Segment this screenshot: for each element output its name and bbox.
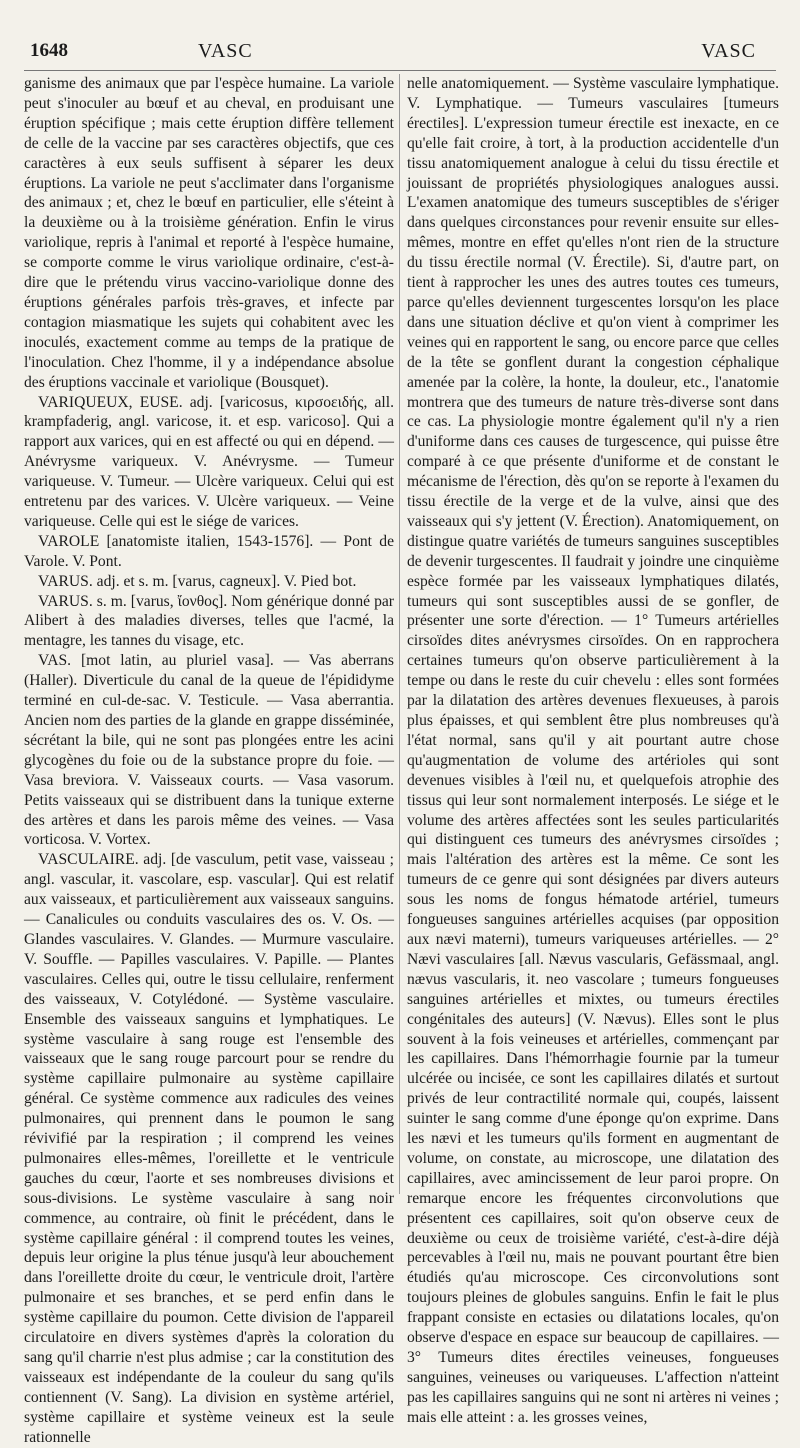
right-running-head: VASC [701,40,756,62]
right-column [407,74,779,1426]
entry-varus-adj: VARUS. adj. et s. m. [varus, cagneux]. V. Pied bot. [38,572,357,590]
entry-varus-sm: VARUS. s. m. [varus, ἴονθος]. Nom générique donné par Alibert à des maladies diverses, telles que l'acmé, la mentagre, les tannes du visage, etc. [24,592,394,650]
column-divider [399,74,400,1194]
paragraph: nelle anatomiquement. — Système vasculaire lymphatique. V. Lymphatique. — Tumeurs vasculaires [tumeurs érectiles]. L'expression tumeur érectile est inexacte, en ce qu'elle fait croire, à tort, à la production accidentelle d'un tissu anatomiquement analogue à celui du tissu érectile et jouissant de propriétés physiologiques analogues aussi. L'examen anatomique des tumeurs susceptibles de s'ériger dans quelques circonstances pour revenir ensuite sur elles-mêmes, montre en effet qu'elles n'ont rien de la structure du tissu érectile normal (V. Érectile). Si, d'autre part, on tient à rapprocher les unes des autres toutes ces tumeurs, parce qu'elles deviennent turgescentes lorsqu'on les place dans une situation déclive et qu'on vient à comprimer les veines qui en rapportent le sang, ou encore parce que celles de la tête se gonflent durant la congestion céphalique amenée par la colère, la honte, la douleur, etc., l'anatomie montrera que des tumeurs de nature très-diverse sont dans ce cas. La physiologie montre également qu'il n'y a rien d'uniforme dans ces causes de turgescence, qui puisse être comparé à ce que présente d'uniforme et de constant le mécanisme de l'érection, dès qu'on se reporte à l'examen du tissu érectile de la verge et de la vulve, ainsi que des vaisseaux qui s'y jettent (V. Érection). Anatomiquement, on distingue quatre variétés de tumeurs sanguines susceptibles de devenir turgescentes. Il faudrait y joindre une cinquième espèce formée par les vaisseaux lymphatiques dilatés, tumeurs qui sont susceptibles aussi de se gonfler, de présenter une sorte d'érection. — 1° Tumeurs artérielles cirsoïdes dites anévrysmes cirsoïdes. On en rapprochera certaines tumeurs qu'on observe particulièrement à la tempe ou dans le reste du cuir chevelu : elles sont formées par la dilatation des artères devenues flexueuses, à parois plus épaisses, et qui semblent être plus nombreuses qu'à l'état normal, sans qu'il y ait pourtant autre chose qu'augmentation de volume des artérioles qui sont devenues visibles à l'œil nu, et quelquefois atrophie des tissus qui leur sont normalement interposés. Le siége et le volume des artères affectées sont les seules particularités qui distinguent ces tumeurs des anévrysmes cirsoïdes ; mais l'altération des artères est la même. Ce sont les tumeurs de ce genre qui sont désignées par divers auteurs sous les noms de fongus hématode artériel, tumeurs fongueuses sanguines artérielles acquises (par opposition aux nævi materni), tumeurs variqueuses artérielles. — 2° Nævi vasculaires [all. Nævus vascularis, Gefässmaal, angl. nævus vascularis, it. neo vascolare ; tumeurs fongueuses sanguines artérielles et mixtes, ou tumeurs érectiles congénitales des auteurs] (V. Nævus). Elles sont le plus souvent à la fois veineuses et artérielles, commençant par les capillaires. Dans l'hémorrhagie fournie par la tumeur ulcérée ou incisée, ce sont les capillaires dilatés et surtout privés de leur contractilité normale qui, coupés, laissent suinter le sang comme d'une éponge qu'on exprime. Dans les nævi et les tumeurs qu'ils forment en augmentant de volume, on constate, au microscope, une dilatation des capillaires, avec amincissement de leur paroi propre. On remarque encore les fréquentes circonvolutions que présentent ces capillaires, soit qu'on observe ceux de deuxième ou ceux de troisième variété, c'est-à-dire déjà percevables à l'œil nu, mais ne pouvant pourtant être bien étudiés qu'au microscope. Ces circonvolutions sont toujours pleines de globules sanguins. Enfin le fait le plus frappant consiste en ectasies ou dilatations locales, qu'on observe d'espace en espace sur beaucoup de capillaires. — 3° Tumeurs dites érectiles veineuses, fongueuses sanguines, veineuses ou variqueuses. L'affection n'atteint pas les capillaires sanguins qui ne sont ni artères ni veines ; mais elle atteint : a. les grosses veines, [407,75,779,1426]
page-header [24,40,776,70]
entry-variqueux: VARIQUEUX, EUSE. adj. [varicosus, κιρσοειδής, all. krampfaderig, angl. varicose, it. et esp. varicoso]. Qui a rapport aux varices, qui en est affecté ou qui en dépend. — Anévrysme variqueux. V. Anévrysme. — Tumeur variqueuse. V. Tumeur. — Ulcère variqueux. Celui qui est entretenu par des varices. V. Ulcère variqueux. — Veine variqueuse. Celle qui est le siége de varices. [24,393,394,530]
entry-vas: VAS. [mot latin, au pluriel vasa]. — Vas aberrans (Haller). Diverticule du canal de la queue de l'épididyme terminé en cul-de-sac. V. Testicule. — Vasa aberrantia. Ancien nom des parties de la glande en grappe disséminée, sécrétant la bile, qui ne sont pas plongées entre les acini glycogènes du foie ou de la substance propre du foie. — Vasa breviora. V. Vaisseaux courts. — Vasa vasorum. Petits vaisseaux qui se distribuent dans la tunique externe des artères et dans les parois même des veines. — Vasa vorticosa. V. Vortex. [24,652,394,849]
left-running-head: VASC [198,40,253,62]
header-rule [24,70,776,71]
entry-varole: VAROLE [anatomiste italien, 1543-1576]. — Pont de Varole. V. Pont. [24,532,394,570]
entry-vasculaire: VASCULAIRE. adj. [de vasculum, petit vase, vaisseau ; angl. vascular, it. vascolare, esp. vascular]. Qui est relatif aux vaisseaux, et particulièrement aux vaisseaux sanguins. — Canalicules ou conduits vasculaires des os. V. Os. — Glandes vasculaires. V. Glandes. — Murmure vasculaire. V. Souffle. — Papilles vasculaires. V. Papille. — Plantes vasculaires. Celles qui, outre le tissu cellulaire, renferment des vaisseaux, V. Cotylédoné. — Système vasculaire. Ensemble des vaisseaux sanguins et lymphatiques. Le système vasculaire à sang rouge est l'ensemble des vaisseaux que le sang rouge parcourt pour se rendre du système capillaire pulmonaire au système capillaire général. Ce système commence aux radicules des veines pulmonaires, qui prennent dans le poumon le sang révivifié par la respiration ; il comprend les veines pulmonaires elles-mêmes, l'oreillette et le ventricule gauches du cœur, l'aorte et ses nombreuses divisions et sous-divisions. Le système vasculaire à sang noir commence, au contraire, où finit le précédent, dans le système capillaire général : il comprend toutes les veines, depuis leur origine la plus ténue jusqu'à leur abouchement dans l'oreillette droite du cœur, le ventricule droit, l'artère pulmonaire et ses branches, et se perd enfin dans le système capillaire du poumon. Cette division de l'appareil circulatoire en divers systèmes d'après la coloration du sang qu'il charrie n'est plus admise ; car la constitution des vaisseaux est indépendante de la couleur du sang qu'ils contiennent (V. Sang). La division en système artériel, système capillaire et système veineux est la seule rationnelle [24,851,394,1446]
paragraph: ganisme des animaux que par l'espèce humaine. La variole peut s'inoculer au bœuf et au cheval, en produisant une éruption spécifique ; mais cette éruption diffère tellement de celle de la vaccine par ses caractères objectifs, que ces caractères à eux seuls suffisent à séparer les deux éruptions. La variole ne peut s'acclimater dans l'organisme des animaux ; et, chez le bœuf en particulier, elle s'éteint à la deuxième ou à la troisième génération. Enfin le virus variolique, repris à l'animal et reporté à l'espèce humaine, se comporte comme le virus variolique ordinaire, c'est-à-dire que le prétendu virus vaccino-variolique donne des éruptions générales parfois très-graves, et infecte par contagion miasmatique les sujets qui cohabitent avec les inoculés, exactement comme au temps de la pratique de l'inoculation. Chez l'homme, il y a indépendance absolue des éruptions vaccinale et variolique (Bousquet). [24,75,394,391]
page-number: 1648 [30,40,68,61]
left-column [24,74,394,1446]
